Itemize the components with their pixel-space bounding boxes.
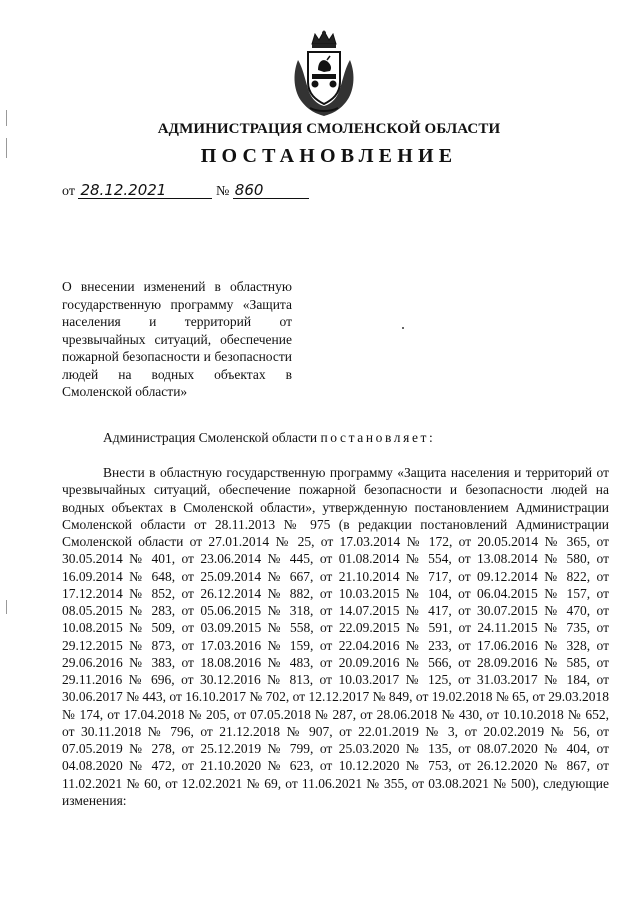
from-label: от xyxy=(62,184,75,199)
document-number: 860 xyxy=(233,183,309,199)
scan-edge-mark xyxy=(6,138,7,158)
date-number-line xyxy=(62,183,309,200)
scan-edge-mark xyxy=(6,110,7,126)
document-type: ПОСТАНОВЛЕНИЕ xyxy=(200,145,458,167)
scan-edge-mark xyxy=(6,600,7,614)
body-paragraph: Внести в областную государственную программу «Защита населения и территорий от чрезвычайных ситуаций, обеспечение пожарной безопасности и безопасности людей на водных объектах в Смоленской области», утвержденную постановлением Администрации Смоленской области от 28.11.2013 № 975 (в редакции постановлений Администрации Смоленской области от 27.01.2014 № 25, от 17.03.2014 № 172, от 20.05.2014 № 365, от 30.05.2014 № 401, от 23.06.2014 № 445, от 01.08.2014 № 554, от 13.08.2014 № 580, от 16.09.2014 № 648, от 25.09.2014 № 667, от 21.10.2014 № 717, от 09.12.2014 № 822, от 17.12.2014 № 852, от 26.12.2014 № 882, от 10.03.2015 № 104, от 06.04.2015 № 157, от 08.05.2015 № 283, от 05.06.2015 № 318, от 14.07.2015 № 417, от 30.07.2015 № 470, от 10.08.2015 № 509, от 03.09.2015 № 558, от 22.09.2015 № 591, от 24.11.2015 № 735, от 29.12.2015 № 873, от 17.03.2016 № 159, от 22.04.2016 № 233, от 17.06.2016 № 328, от 29.06.2016 № 383, от 18.08.2016 № 483, от 20.09.2016 № 566, от 28.09.2016 № 585, от 29.11.2016 № 696, от 30.12.2016 № 813, от 10.03.2017 № 125, от 31.03.2017 № 184, от 30.06.2017 № 443, от 16.10.2017 № 702, от 12.12.2017 № 849, от 19.02.2018 № 65, от 29.03.2018 № 174, от 17.04.2018 № 205, от 07.05.2018 № 287, от 28.06.2018 № 430, от 10.10.2018 № 652, от 30.11.2018 № 796, от 21.12.2018 № 907, от 22.01.2019 № 3, от 20.02.2019 № 56, от 07.05.2019 № 278, от 25.12.2019 № 799, от 25.03.2020 № 135, от 08.07.2020 № 404, от 04.08.2020 № 472, от 21.10.2020 № 623, от 10.12.2020 № 753, от 26.12.2020 № 867, от 11.02.2021 № 60, от 12.02.2021 № 69, от 11.06.2021 № 355, от 03.08.2021 № 500), следующие изменения: xyxy=(62,465,609,808)
preamble-text: Администрация Смоленской области xyxy=(103,430,318,445)
document-date: 28.12.2021 xyxy=(78,183,212,199)
organization-name: АДМИНИСТРАЦИЯ СМОЛЕНСКОЙ ОБЛАСТИ xyxy=(157,121,501,137)
number-label: № xyxy=(215,184,230,199)
preamble-verb: постановляет: xyxy=(320,430,436,445)
coat-of-arms-icon xyxy=(288,30,360,116)
scan-dot xyxy=(402,327,404,329)
preamble xyxy=(103,430,435,446)
document-subject: О внесении изменений в областную государственную программу «Защита населения и территорий от чрезвычайных ситуаций, обеспечение пожарной безопасности и безопасности людей на водных объектах в Смоленской области» xyxy=(62,279,292,399)
